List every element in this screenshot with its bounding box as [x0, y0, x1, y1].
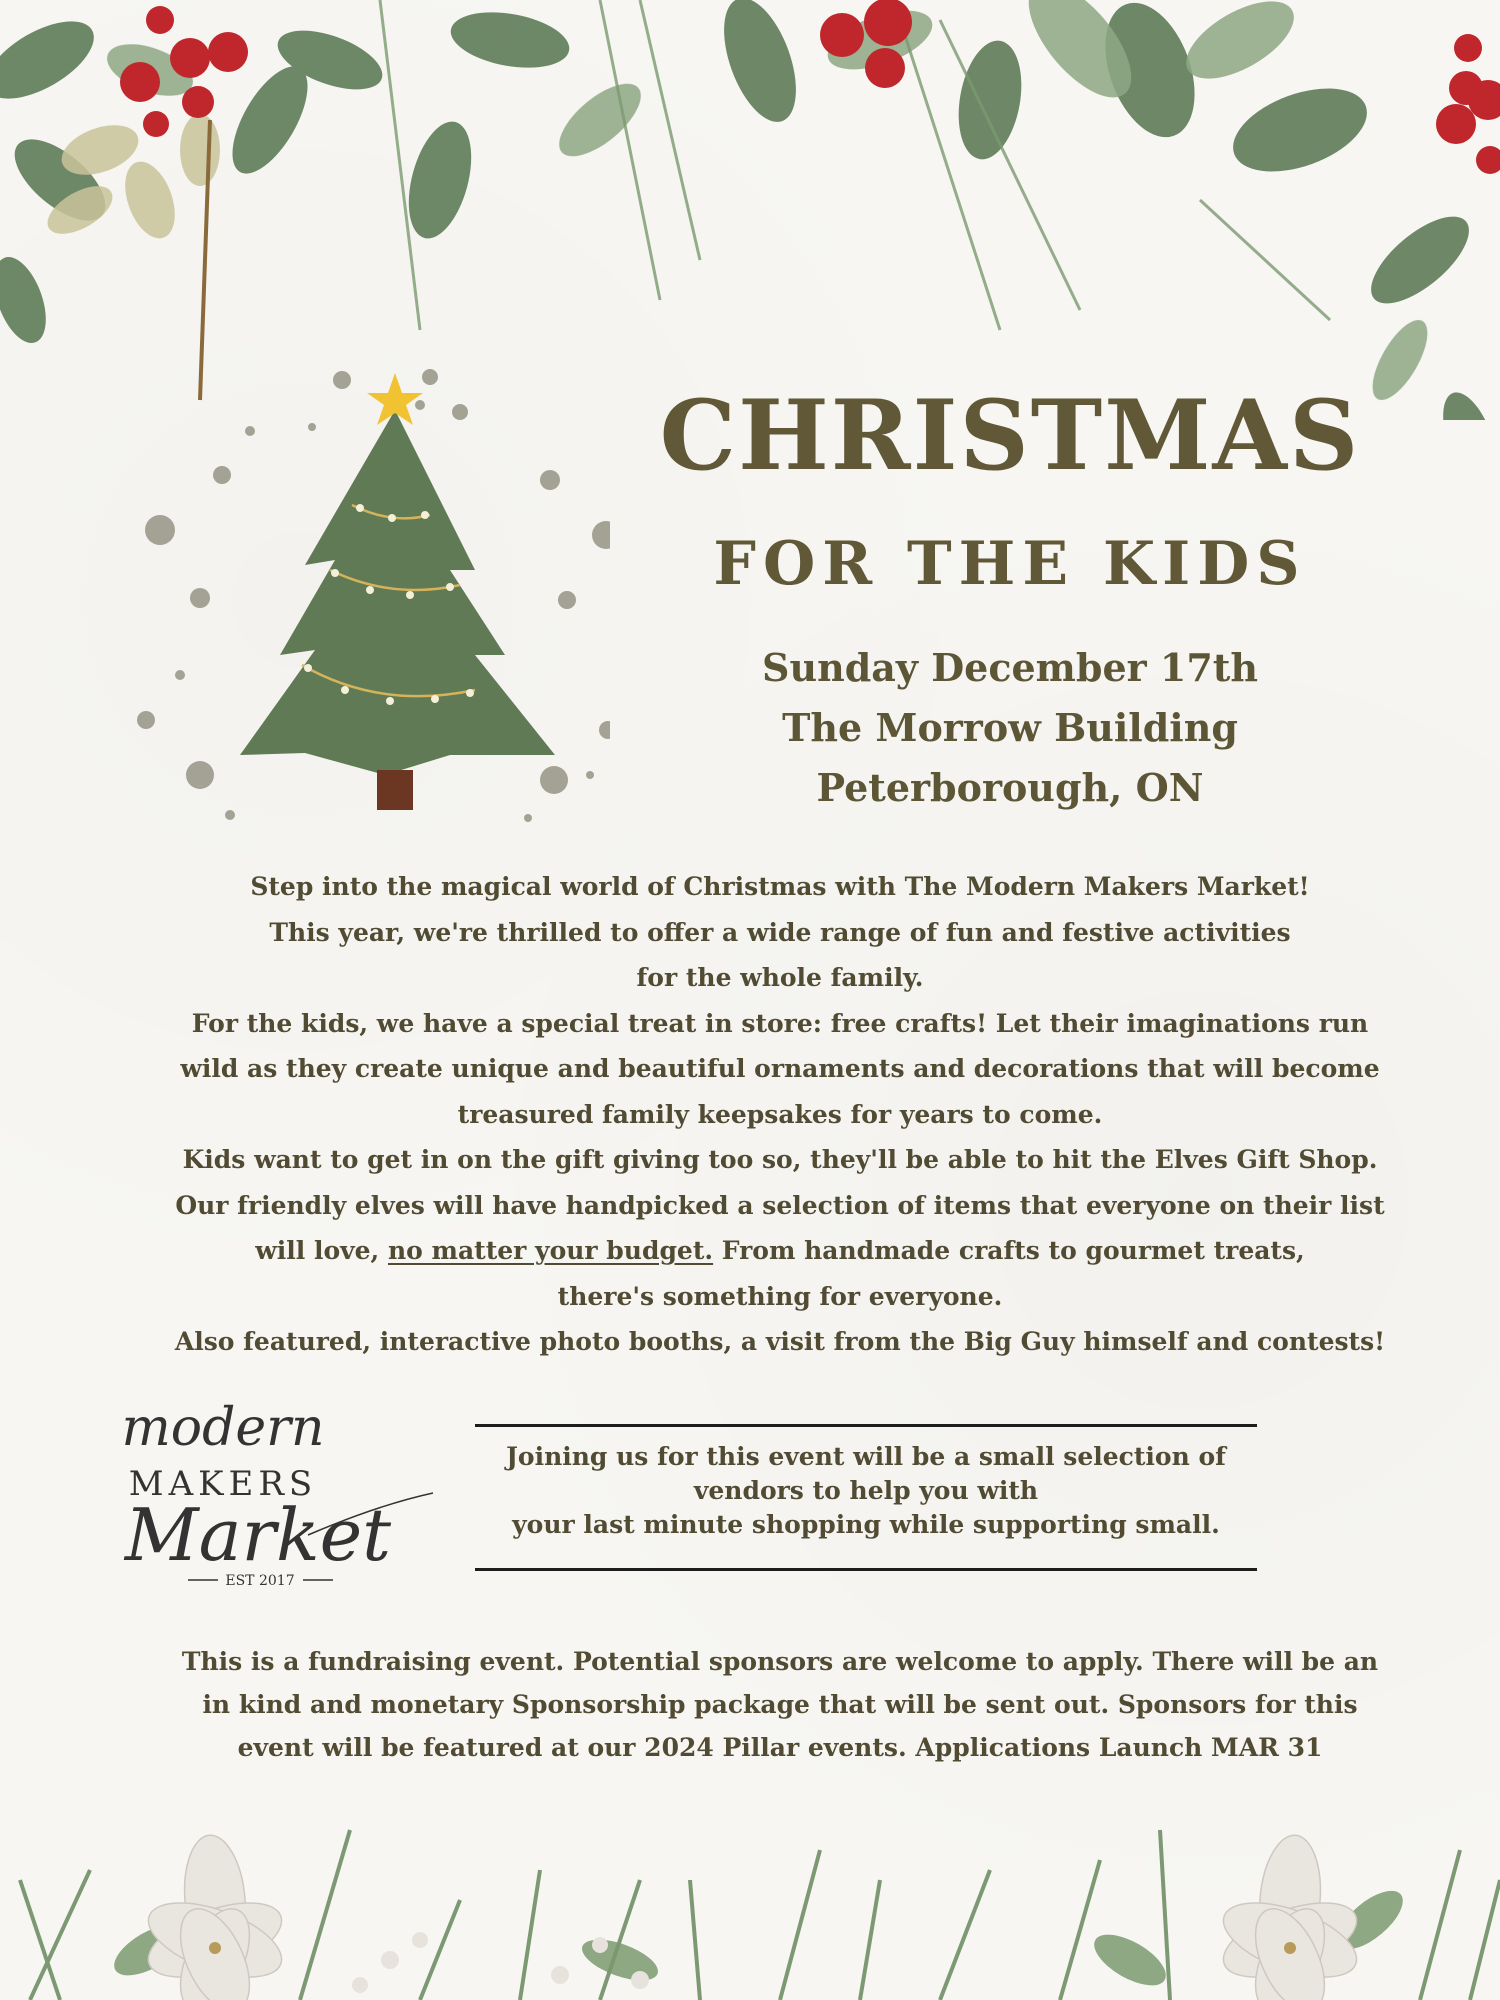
description-line: This year, we're thrilled to offer a wide range of fun and festive activities	[269, 917, 1291, 947]
event-date: Sunday December 17th	[762, 645, 1258, 690]
fundraising-line: in kind and monetary Sponsorship package that will be sent out. Sponsors for this	[202, 1690, 1358, 1719]
event-title: CHRISTMAS	[659, 379, 1361, 492]
budget-after: From handmade crafts to gourmet treats,	[713, 1236, 1305, 1265]
logo-line3: Market	[124, 1493, 392, 1577]
budget-underlined: no matter your budget.	[387, 1236, 714, 1265]
logo-est: EST 2017	[225, 1573, 295, 1589]
description-line: Kids want to get in on the gift giving too so, they'll be able to hit the Elves Gift Shop.	[182, 1145, 1378, 1174]
vendors-line: your last minute shopping while supporting small.	[512, 1510, 1220, 1539]
description-line: Our friendly elves will have handpicked a selection of items that everyone on their list	[175, 1190, 1385, 1220]
logo-line1: modern	[121, 1398, 325, 1458]
description-line: treasured family keepsakes for years to come.	[457, 1099, 1103, 1129]
divider-top	[475, 1424, 1257, 1427]
description-line: For the kids, we have a special treat in store: free crafts! Let their imaginations run	[191, 1008, 1369, 1038]
vendors-note	[440, 1440, 1292, 1542]
event-venue: The Morrow Building	[782, 705, 1238, 750]
vendors-line: Joining us for this event will be a small selection of	[506, 1442, 1226, 1471]
fundraising-line: event will be featured at our 2024 Pillar events. Applications Launch MAR 31	[237, 1733, 1323, 1762]
fundraising-line: This is a fundraising event. Potential sponsors are welcome to apply. There will be an	[181, 1647, 1379, 1676]
christmas-tree-icon	[130, 355, 610, 835]
description-line: Also featured, interactive photo booths, a visit from the Big Guy himself and contests!	[174, 1327, 1386, 1356]
description-line-budget	[60, 1228, 1500, 1274]
modern-makers-market-logo	[118, 1385, 448, 1605]
event-city: Peterborough, ON	[816, 765, 1204, 810]
description-line: there's something for everyone.	[557, 1281, 1003, 1311]
description-line: Step into the magical world of Christmas with The Modern Makers Market!	[250, 872, 1310, 901]
event-details	[620, 638, 1400, 818]
description-line: for the whole family.	[636, 963, 924, 992]
poinsettia-garland	[0, 1790, 1500, 2000]
fundraising-note	[60, 1640, 1500, 1769]
divider-bottom	[475, 1568, 1257, 1571]
event-subtitle: FOR THE KIDS	[713, 529, 1307, 599]
description-line: wild as they create unique and beautiful ornaments and decorations that will become	[180, 1054, 1380, 1083]
event-description	[60, 864, 1500, 1365]
logo-line2: MAKERS	[128, 1464, 318, 1504]
budget-before: will love,	[255, 1236, 388, 1265]
vendors-line: vendors to help you with	[693, 1476, 1039, 1505]
